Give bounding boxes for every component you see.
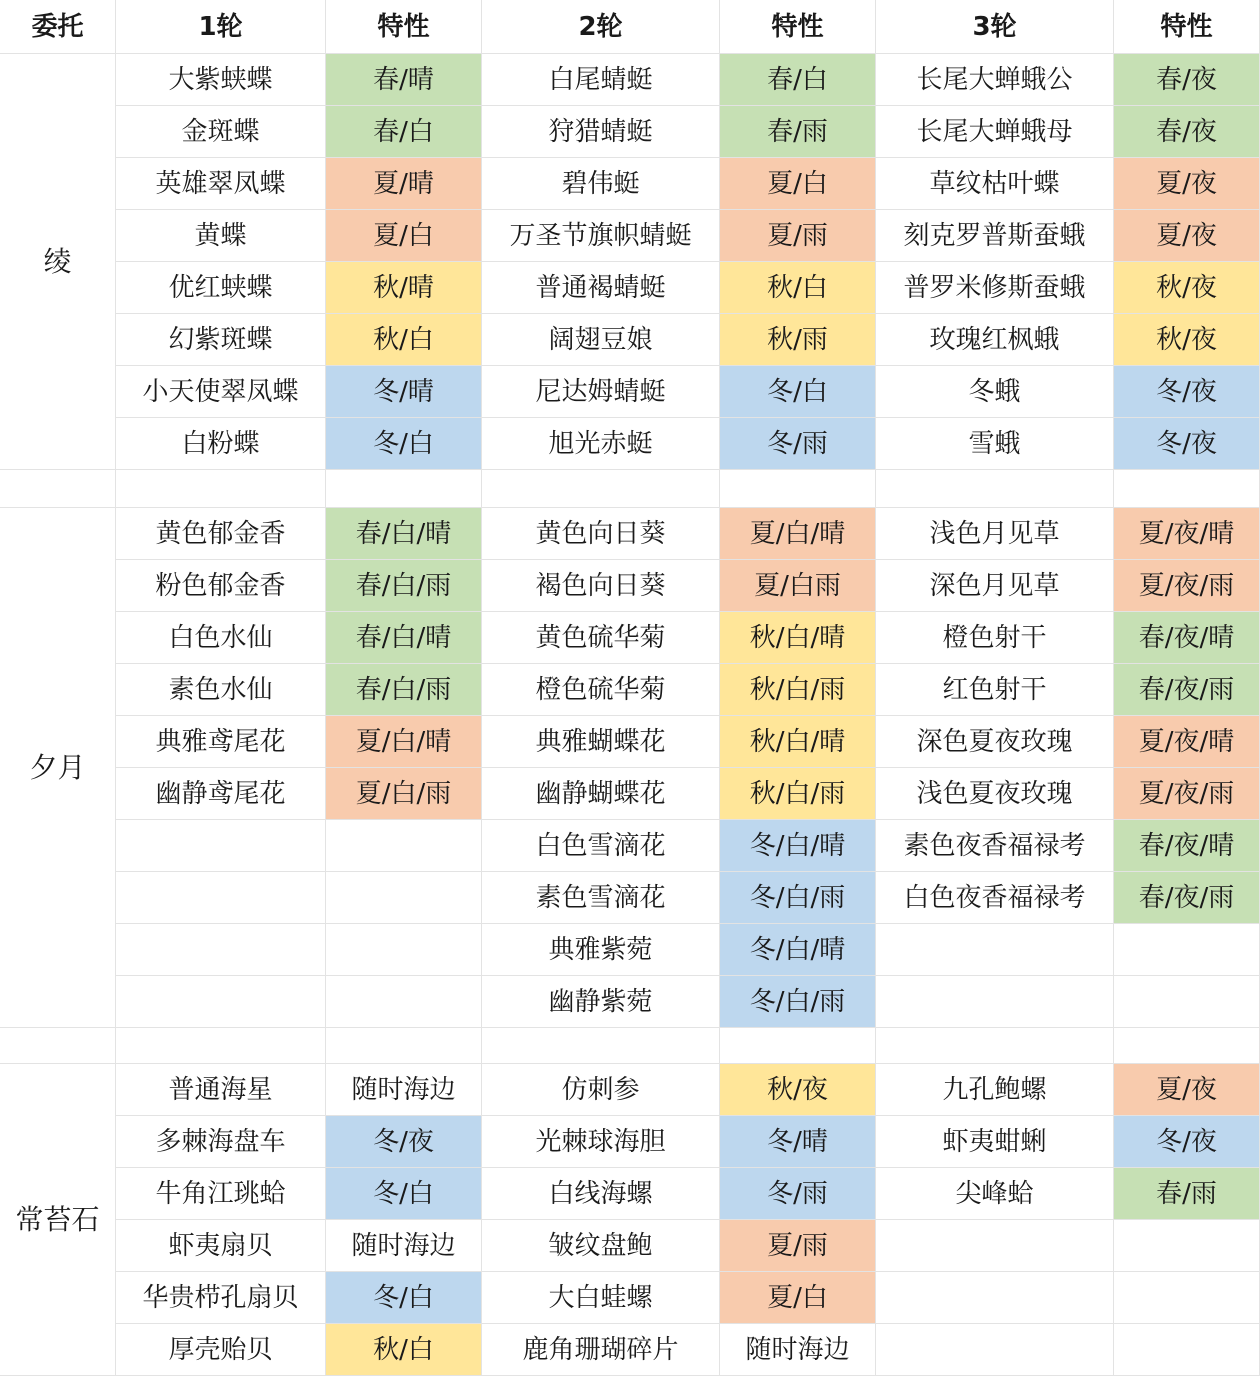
empty-cell [116, 820, 326, 872]
item-name: 黄色郁金香 [116, 508, 326, 560]
item-trait: 春/夜/晴 [1114, 612, 1260, 664]
item-trait: 春/夜 [1114, 54, 1260, 106]
item-trait: 冬/晴 [720, 1116, 876, 1168]
item-trait: 夏/白 [720, 1272, 876, 1324]
item-trait: 春/晴 [326, 54, 482, 106]
item-trait: 秋/晴 [326, 262, 482, 314]
item-trait: 冬/白 [326, 1272, 482, 1324]
item-name: 幻紫斑蝶 [116, 314, 326, 366]
item-name: 狩猎蜻蜓 [482, 106, 720, 158]
column-header: 1轮 [116, 0, 326, 54]
item-trait: 秋/白/雨 [720, 768, 876, 820]
item-trait: 夏/晴 [326, 158, 482, 210]
spacer-cell [0, 1028, 116, 1064]
item-trait: 春/白 [326, 106, 482, 158]
item-name: 碧伟蜓 [482, 158, 720, 210]
item-name: 旭光赤蜓 [482, 418, 720, 470]
item-trait: 春/夜/雨 [1114, 872, 1260, 924]
item-name: 素色水仙 [116, 664, 326, 716]
item-trait: 冬/雨 [720, 1168, 876, 1220]
item-name: 典雅紫菀 [482, 924, 720, 976]
item-name: 白尾蜻蜓 [482, 54, 720, 106]
item-trait: 冬/白/雨 [720, 872, 876, 924]
item-name: 光棘球海胆 [482, 1116, 720, 1168]
item-trait: 夏/白/雨 [326, 768, 482, 820]
item-name: 大紫蛱蝶 [116, 54, 326, 106]
item-name: 虾夷扇贝 [116, 1220, 326, 1272]
item-trait: 夏/夜 [1114, 1064, 1260, 1116]
item-name: 黄色向日葵 [482, 508, 720, 560]
spacer-cell [116, 1028, 326, 1064]
column-header: 特性 [720, 0, 876, 54]
column-header: 特性 [1114, 0, 1260, 54]
item-trait: 冬/白/晴 [720, 924, 876, 976]
item-trait: 冬/白 [326, 1168, 482, 1220]
item-trait: 春/雨 [1114, 1168, 1260, 1220]
item-name: 浅色月见草 [876, 508, 1114, 560]
spacer-cell [1114, 470, 1260, 508]
item-trait: 秋/夜 [1114, 262, 1260, 314]
item-name: 白色水仙 [116, 612, 326, 664]
item-trait: 春/夜/雨 [1114, 664, 1260, 716]
item-name: 万圣节旗帜蜻蜓 [482, 210, 720, 262]
item-trait: 冬/夜 [1114, 1116, 1260, 1168]
item-trait: 冬/白 [326, 418, 482, 470]
item-name: 多棘海盘车 [116, 1116, 326, 1168]
item-trait: 冬/白 [720, 366, 876, 418]
spacer-cell [720, 1028, 876, 1064]
item-name: 深色夏夜玫瑰 [876, 716, 1114, 768]
item-name: 优红蛱蝶 [116, 262, 326, 314]
spacer-cell [482, 470, 720, 508]
item-name: 冬蛾 [876, 366, 1114, 418]
item-trait: 冬/夜 [1114, 366, 1260, 418]
group-label: 夕月 [0, 508, 116, 1028]
empty-cell [1114, 1220, 1260, 1272]
item-trait: 随时海边 [720, 1324, 876, 1376]
item-name: 仿刺参 [482, 1064, 720, 1116]
item-name: 粉色郁金香 [116, 560, 326, 612]
spacer-cell [0, 470, 116, 508]
empty-cell [116, 924, 326, 976]
item-trait: 冬/夜 [1114, 418, 1260, 470]
item-trait: 冬/白/晴 [720, 820, 876, 872]
empty-cell [326, 820, 482, 872]
item-name: 玫瑰红枫蛾 [876, 314, 1114, 366]
item-name: 华贵栉孔扇贝 [116, 1272, 326, 1324]
item-name: 典雅蝴蝶花 [482, 716, 720, 768]
empty-cell [1114, 924, 1260, 976]
item-name: 素色夜香福禄考 [876, 820, 1114, 872]
spacer-cell [720, 470, 876, 508]
item-name: 红色射干 [876, 664, 1114, 716]
spacer-cell [482, 1028, 720, 1064]
item-name: 素色雪滴花 [482, 872, 720, 924]
item-trait: 随时海边 [326, 1064, 482, 1116]
item-trait: 夏/白/晴 [720, 508, 876, 560]
item-trait: 冬/夜 [326, 1116, 482, 1168]
item-name: 草纹枯叶蝶 [876, 158, 1114, 210]
empty-cell [116, 872, 326, 924]
item-name: 金斑蝶 [116, 106, 326, 158]
empty-cell [876, 1272, 1114, 1324]
item-trait: 随时海边 [326, 1220, 482, 1272]
item-trait: 春/白/雨 [326, 664, 482, 716]
item-name: 鹿角珊瑚碎片 [482, 1324, 720, 1376]
item-trait: 冬/晴 [326, 366, 482, 418]
column-header: 特性 [326, 0, 482, 54]
item-name: 黄蝶 [116, 210, 326, 262]
item-name: 长尾大蝉蛾母 [876, 106, 1114, 158]
item-trait: 秋/白 [326, 314, 482, 366]
item-trait: 秋/白 [326, 1324, 482, 1376]
empty-cell [876, 924, 1114, 976]
spacer-cell [326, 470, 482, 508]
item-name: 深色月见草 [876, 560, 1114, 612]
item-trait: 秋/雨 [720, 314, 876, 366]
item-name: 刻克罗普斯蚕蛾 [876, 210, 1114, 262]
item-name: 橙色射干 [876, 612, 1114, 664]
item-name: 黄色硫华菊 [482, 612, 720, 664]
item-trait: 夏/白 [720, 158, 876, 210]
item-name: 大白蛙螺 [482, 1272, 720, 1324]
item-trait: 秋/白/雨 [720, 664, 876, 716]
item-name: 普通褐蜻蜓 [482, 262, 720, 314]
item-name: 普通海星 [116, 1064, 326, 1116]
item-trait: 春/白/晴 [326, 508, 482, 560]
item-trait: 夏/夜/雨 [1114, 560, 1260, 612]
spacer-cell [326, 1028, 482, 1064]
item-trait: 夏/白雨 [720, 560, 876, 612]
empty-cell [876, 976, 1114, 1028]
item-trait: 春/夜/晴 [1114, 820, 1260, 872]
item-trait: 夏/雨 [720, 210, 876, 262]
item-trait: 秋/白 [720, 262, 876, 314]
item-trait: 夏/夜 [1114, 210, 1260, 262]
item-name: 白粉蝶 [116, 418, 326, 470]
item-name: 阔翅豆娘 [482, 314, 720, 366]
empty-cell [326, 872, 482, 924]
item-trait: 夏/夜/晴 [1114, 508, 1260, 560]
item-trait: 夏/白 [326, 210, 482, 262]
item-name: 普罗米修斯蚕蛾 [876, 262, 1114, 314]
item-trait: 冬/白/雨 [720, 976, 876, 1028]
item-trait: 秋/夜 [1114, 314, 1260, 366]
item-name: 白线海螺 [482, 1168, 720, 1220]
item-name: 牛角江珧蛤 [116, 1168, 326, 1220]
group-label: 常苔石 [0, 1064, 116, 1376]
item-name: 褐色向日葵 [482, 560, 720, 612]
item-name: 橙色硫华菊 [482, 664, 720, 716]
item-trait: 夏/夜/晴 [1114, 716, 1260, 768]
item-trait: 春/白/雨 [326, 560, 482, 612]
item-trait: 夏/夜/雨 [1114, 768, 1260, 820]
empty-cell [1114, 976, 1260, 1028]
empty-cell [876, 1324, 1114, 1376]
item-name: 英雄翠凤蝶 [116, 158, 326, 210]
item-name: 皱纹盘鲍 [482, 1220, 720, 1272]
item-name: 雪蛾 [876, 418, 1114, 470]
item-name: 九孔鲍螺 [876, 1064, 1114, 1116]
empty-cell [326, 976, 482, 1028]
item-trait: 春/白 [720, 54, 876, 106]
item-trait: 春/夜 [1114, 106, 1260, 158]
item-name: 小天使翠凤蝶 [116, 366, 326, 418]
item-name: 浅色夏夜玫瑰 [876, 768, 1114, 820]
empty-cell [1114, 1324, 1260, 1376]
column-header: 委托 [0, 0, 116, 54]
spacer-cell [116, 470, 326, 508]
spacer-cell [1114, 1028, 1260, 1064]
item-name: 尼达姆蜻蜓 [482, 366, 720, 418]
item-trait: 春/白/晴 [326, 612, 482, 664]
spacer-cell [876, 1028, 1114, 1064]
column-header: 2轮 [482, 0, 720, 54]
item-trait: 春/雨 [720, 106, 876, 158]
item-name: 典雅鸢尾花 [116, 716, 326, 768]
item-trait: 秋/夜 [720, 1064, 876, 1116]
group-label: 绫 [0, 54, 116, 470]
item-name: 幽静蝴蝶花 [482, 768, 720, 820]
empty-cell [876, 1220, 1114, 1272]
item-trait: 夏/夜 [1114, 158, 1260, 210]
item-name: 白色夜香福禄考 [876, 872, 1114, 924]
item-name: 长尾大蝉蛾公 [876, 54, 1114, 106]
spacer-cell [876, 470, 1114, 508]
item-trait: 秋/白/晴 [720, 716, 876, 768]
item-trait: 夏/雨 [720, 1220, 876, 1272]
item-name: 虾夷蚶蜊 [876, 1116, 1114, 1168]
empty-cell [116, 976, 326, 1028]
empty-cell [1114, 1272, 1260, 1324]
empty-cell [326, 924, 482, 976]
column-header: 3轮 [876, 0, 1114, 54]
item-name: 幽静鸢尾花 [116, 768, 326, 820]
item-trait: 夏/白/晴 [326, 716, 482, 768]
item-trait: 秋/白/晴 [720, 612, 876, 664]
item-name: 尖峰蛤 [876, 1168, 1114, 1220]
item-name: 白色雪滴花 [482, 820, 720, 872]
item-name: 幽静紫菀 [482, 976, 720, 1028]
item-trait: 冬/雨 [720, 418, 876, 470]
item-name: 厚壳贻贝 [116, 1324, 326, 1376]
